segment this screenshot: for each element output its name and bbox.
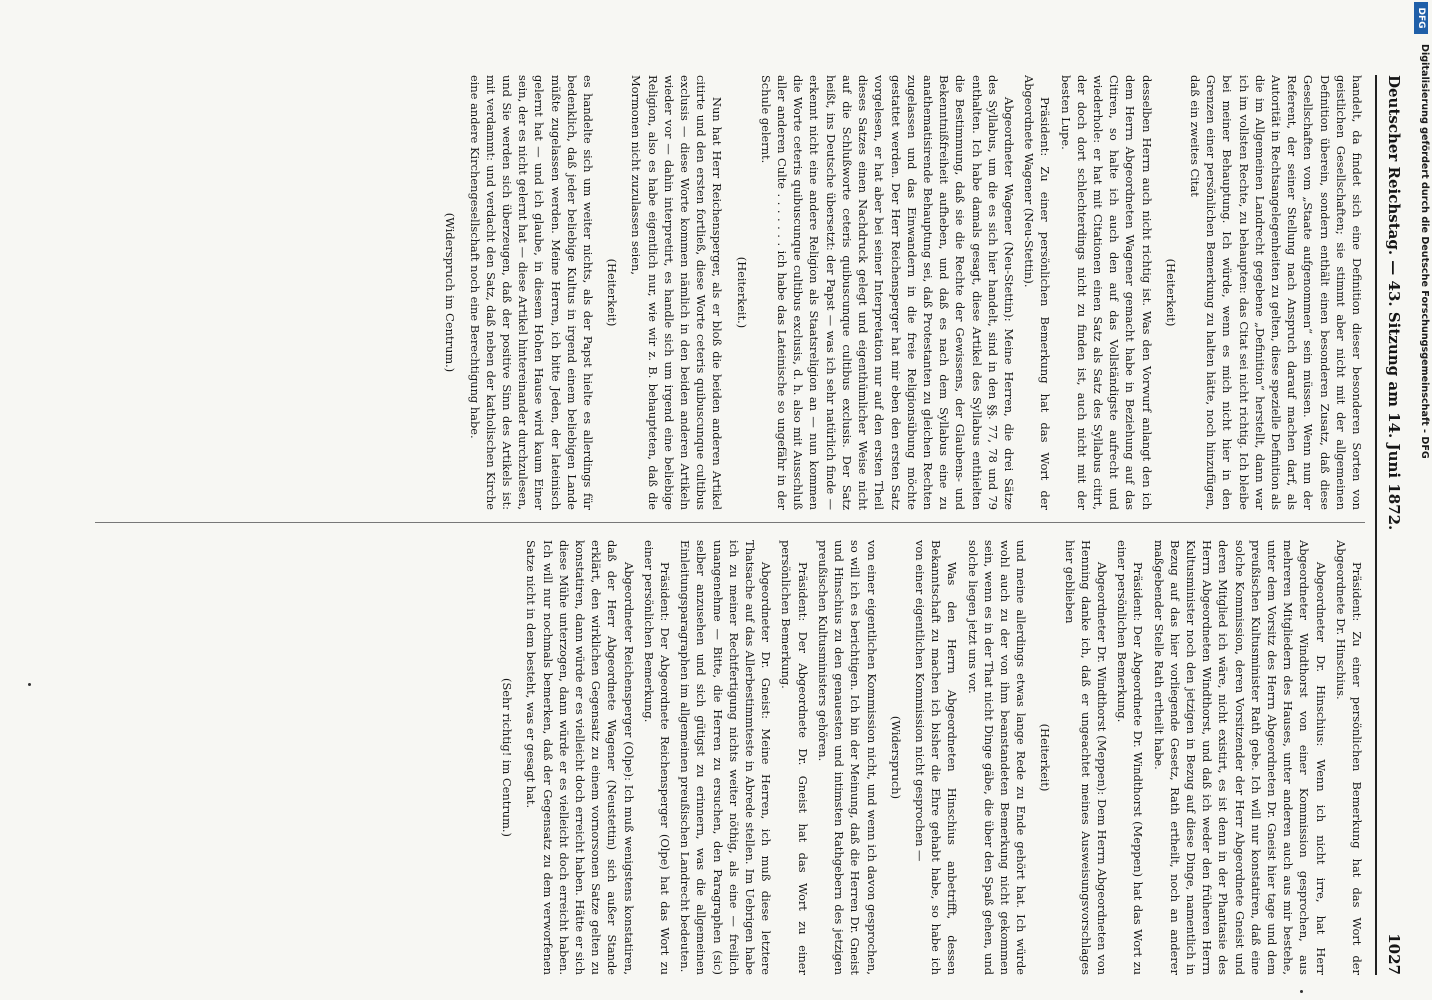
paragraph: Präsident: Zu einer persönlichen Bemerkung hat das Wort der Abgeordnete Dr. Hinschius. [1333,540,1364,975]
paragraph: von einer eigentlichen Kommission nicht, und wenn ich davon gesprochen, so will ich es berichtigen. Ich bin der Meinung, daß die Herren Dr. Gneist und Hinschius zu den genauesten und intimsten Rathgebern des jetzigen preußischen Kultusministers gehören. [815,540,879,975]
header-title: Deutscher Reichstag. — 43. Sitzung am 14. Juni 1872. [1385,75,1403,531]
header-rule [1375,75,1377,975]
paragraph: Präsident: Zu einer persönlichen Bemerkung hat das Wort der Abgeordnete Wagener (Neu-Stettin). [1022,75,1053,510]
paragraph: und meine allerdings etwas lange Rede zu Ende gehört hat. Ich würde wohl auch zu der von ihm beanstandeten Bemerkung nicht gekommen sein, wenn es in der That nicht Dinge gäbe, die über den Spaß gehen, und solche liegen jetzt uns vor. [965,540,1029,975]
paragraph: Nun hat Herr Reichensperger, als er bloß die beiden anderen Artikel citirte und den ersten fortließ, diese Worte ceteris quibuscunque cultibus exclusis — diese Worte kommen nämlich in den beiden anderen Artikeln wieder vor — dahin interpretirt, es handle sich um irgend eine beliebige Religion, also es habe eigentlich nur, wie wir z. B. behaupteten, daß die Mormonen nicht zuzulassen seien, [629,75,725,510]
paragraph: Abgeordneter Dr. Windthorst (Meppen): Dem Herrn Abgeordneten von Henning danke ich, daß er ungeachtet meines Ausweisungsvorschlages hier geblieben [1062,540,1109,975]
dfg-logo: DFG [1414,2,1428,34]
paragraph: Abgeordneter Reichensperger (Olpe): Ich muß wenigstens konstatiren, daß der Herr Abgeordnete Wagener (Neustettin) sich außer Stande erklärt, den wirklichen Gegensatz zu einem vornorsonen Satze gelten zu konstatiren, dann würde er es vielleicht doch erreicht haben. Hätte er sich diese Mühe unterzogen, dann würde er es vielleicht doch erreicht haben. Ich will nur nochmals bemerken, daß der Gegensatz zu dem verworfenen Satze nicht in dem besteht, was er gesagt hat. [524,540,636,975]
left-column [95,75,1365,510]
paragraph: Abgeordneter Wagener (Neu-Stettin): Meine Herren, die drei Sätze des Syllabus, um die es sich hier handelt, sind in den §§. 77, 78 und 79 enthalten. Ich habe damals gesagt, diese Artikel des Syllabus enthielten die Bestimmung, daß sie die Rechte der Gewissens, der Glaubens- und Bekenntnißfreiheit aufheben, und daß es nach dem Syllabus eine zu anathematisirende Behauptung sei, daß Protestanten zu gleichen Rechten zugelassen und das Einwandern in die freie Religionsübung möchte gestattet werden. Der Herr Reichensperger hat mir eben den ersten Satz vorgelesen, er hat aber bei seiner Interpretation nur auf den ersten Theil dieses Satzes einen Nachdruck gelegt und eigenthümlicher Weise nicht auf die Schlußworte ceteris quibuscunque cultibus exclusis. Der Satz heißt, ins Deutsche übersetzt: der Papst — was ich sehr natürlich finde — erkennt nicht eine andere Religion als Staatsreligion an — nun kommen die Worte ceteris quibuscunque cultibus exclusis, d. h. also mit Ausschluß aller anderen Culte . . . . . . . ich habe das Lateinische so ungefähr in der Schule gelernt. [758,75,1016,510]
interjection: (Widerspruch im Centrum.) [443,212,458,373]
paragraph: Abgeordneter Dr. Gneist: Meine Herren, ich muß diese letztere Thatsache auf das Allerbestimmteste in Abrede stellen. Im Uebrigen habe ich zu meiner Rechtfertigung nichts weiter nöthig, als eine — freilich unangenehme — Bitte, die Herren zu ersuchen, den Paragraphen (sic) selber anzusehen und sich gütigst zu erinnern, was die allgemeinen Einleitungsparagraphen im allgemeinen preußischen Landrecht bedeuten. [678,540,774,975]
scan-speck [1300,990,1303,993]
interjection: (Widerspruch) [888,715,903,800]
paragraph: desselben Herrn auch nicht richtig ist. Was den Vorwurf anlangt den ich dem Herrn Abgeordneten Wagener gemacht habe in Beziehung auf das Citiren, so halte ich auch den auf das Vollständigste aufrecht und wiederhole: er hat mit Citationen einen Satz als Satz des Syllabus citirt, der doch dort schlechterdings nicht zu finden ist, auch nicht mit der besten Lupe. [1058,75,1154,510]
column-divider [95,522,1365,523]
paragraph: Präsident: Der Abgeordnete Reichensperger (Olpe) hat das Wort zu einer persönlichen Bemerkung. [641,540,673,975]
scan-speck [28,683,31,686]
rotated-page-content [85,75,1405,975]
interjection: (Sehr richtig! im Centrum.) [500,678,515,837]
paragraph: Präsident: Der Abgeordnete Dr. Gneist hat das Wort zu einer persönlichen Bemerkung. [779,540,810,975]
paragraph: Präsident: Der Abgeordnete Dr. Windthorst (Meppen) hat das Wort zu einer persönlichen Bemerkung. [1115,540,1146,975]
digitization-credit [1410,0,1432,1000]
interjection: (Heiterkeit) [1038,723,1053,792]
paragraph: Was den Herrn Abgeordneten Hinschius anbetrifft, dessen Bekanntschaft zu machen ich bisher die Ehre gehabt habe, so habe ich von einer eigentlichen Kommission nicht gesprochen — [912,540,960,975]
paragraph: handelt, da findet sich eine Definition dieser besonderen Sorten von geistlichen Gesellschaften; sie stimmt aber nicht mit der allgemeinen Definition überein, sondern enthält einen besonderen Zusatz, daß diese Gesellschaften vom „Staate aufgenommen“ sein müssen. Wenn nun der Referent, der seiner Stellung nach Anspruch darauf machen darf, als Autorität in Rechtsangelegenheiten zu gelten, diese spezielle Definition als die im Allgemeinen Landrecht gegebene „Definition“ herstellt, dann war ich im vollsten Rechte, zu behaupten: das Citat sei nicht richtig. Ich bleibe bei meiner Behauptung. Ich würde, wenn es mich nicht hier in den Grenzen einer persönlichen Bemerkung zu halten hätte, noch hinzufügen, daß ein zweites Citat [1187,75,1364,510]
credit-text: Digitalisierung gefördert durch die Deutsche Forschungsgemeinschaft - DFG [1419,44,1430,459]
interjection: (Heiterkeit) [1163,258,1178,327]
paragraph: es handelte sich um weiter nichts, als der Papst hielte es allerdings für bedenklich, daß jeder beliebige Kultus in irgend einem beliebigen Lande müßte zugelassen werden. Meine Herren, ich bitte Jeden, der lateinisch gelernt hat — und ich glaube, in diesem Hohen Hause wird kaum Einer sein, der es nicht gelernt hat — diese Artikel hintereinander durchzulesen, und Sie werden sich überzeugen, daß der positive Sinn des Artikels ist: mit verdammt: und verdacht den Satz, daß neben der katholischen Kirche eine andere Kirchengesellschaft noch eine Berechtigung habe. [467,75,596,510]
page-number: 1027 [1385,933,1403,975]
running-header [1377,75,1403,975]
interjection: (Heiterkeit) [605,258,620,327]
right-column [95,540,1365,975]
interjection: (Heiterkeit.) [734,256,749,329]
paragraph: Abgeordneter Dr. Hinschius: Wenn ich nicht irre, hat Herr Abgeordneter Windthorst von einer Kommission gesprochen, aus mehreren Mitgliedern des Hauses, unter anderen auch aus mir bestehe, unter dem Vorsitz des Herrn Abgeordneten Dr. Gneist hier tage und dem preußischen Kultusminister Rath gebe. Ich will nur konstatiren, daß eine solche Kommission, deren Vorsitzender der Herr Abgeordnete Gneist und deren Mitglied ich wäre, nicht existirt, es ist denn in der Phantasie des Herrn Abgeordneten Windthorst, und daß ich weder den früheren Herrn Kultusminister noch den jetzigen in Bezug auf diese Dinge, namentlich in Bezug auf das hier vorliegende Gesetz, Rath ertheilt, noch an anderer maßgebender Stelle Rath ertheilt habe. [1151,540,1328,975]
